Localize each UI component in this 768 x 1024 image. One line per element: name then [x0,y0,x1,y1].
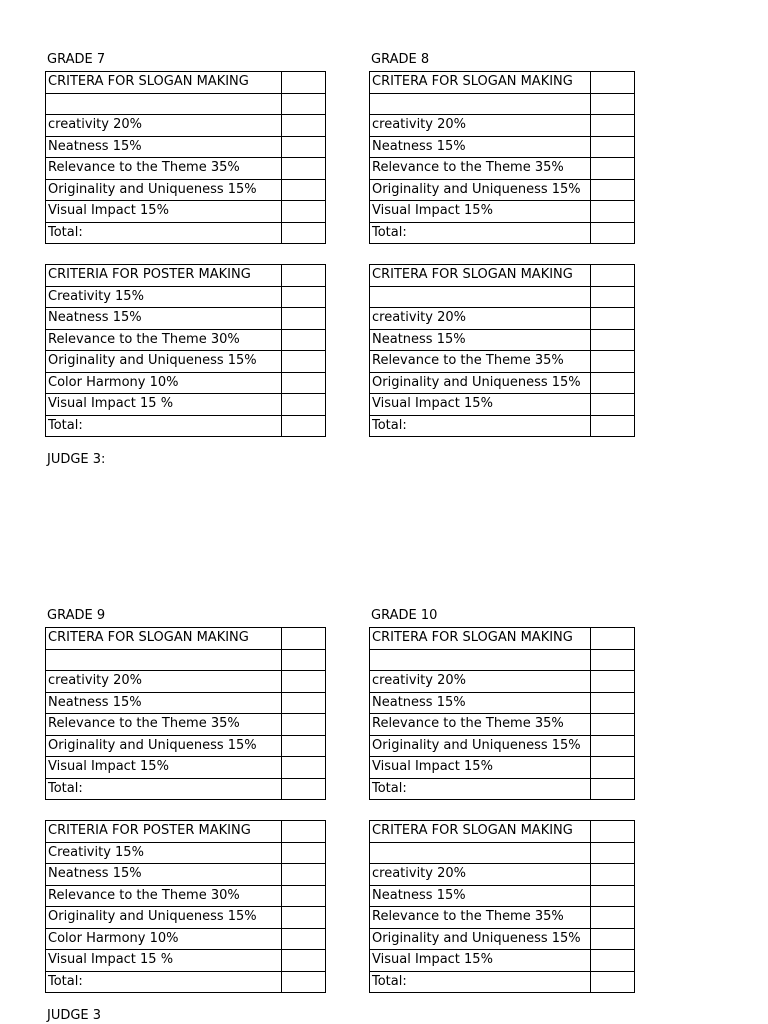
criterion-cell: creativity 20% [370,671,591,693]
criterion-cell: Neatness 15% [46,864,282,886]
score-cell [591,201,635,223]
criterion-cell: Relevance to the Theme 35% [370,907,591,929]
table-row [370,308,635,330]
criterion-cell: Neatness 15% [370,329,591,351]
table-row [46,928,326,950]
grade-10-slogan-criteria-table [369,627,635,800]
table-row [46,72,326,94]
criterion-cell: Total: [46,222,282,244]
table-row [370,329,635,351]
table-row [370,372,635,394]
criterion-cell: Neatness 15% [46,692,282,714]
table-row [46,286,326,308]
criterion-cell: Relevance to the Theme 35% [46,714,282,736]
table-row [370,179,635,201]
criterion-cell [370,842,591,864]
table-row [46,821,326,843]
table-row [370,72,635,94]
score-cell [282,671,326,693]
criterion-cell: Neatness 15% [46,136,282,158]
criterion-cell: Visual Impact 15% [370,757,591,779]
table-row [370,222,635,244]
table-row [370,628,635,650]
criterion-cell: Neatness 15% [370,885,591,907]
criterion-cell: Originality and Uniqueness 15% [370,179,591,201]
criterion-cell [370,649,591,671]
criterion-cell: Relevance to the Theme 35% [370,158,591,180]
score-cell [591,778,635,800]
table-row [370,885,635,907]
score-cell [282,885,326,907]
criterion-cell: Color Harmony 10% [46,372,282,394]
table-row [46,714,326,736]
criterion-cell: Originality and Uniqueness 15% [46,351,282,373]
judge-label: JUDGE 3: [47,452,106,467]
table-row [370,351,635,373]
table-row [46,415,326,437]
table-row [370,778,635,800]
table-row [370,907,635,929]
score-cell [591,928,635,950]
table-header-cell: CRITERA FOR SLOGAN MAKING [46,628,282,650]
table-header-cell: CRITERA FOR SLOGAN MAKING [370,628,591,650]
criterion-cell: Originality and Uniqueness 15% [46,179,282,201]
criterion-cell: Relevance to the Theme 30% [46,885,282,907]
score-cell [282,329,326,351]
grade-9-poster-criteria-table [45,820,326,993]
table-row [46,671,326,693]
score-cell [591,329,635,351]
score-cell [282,158,326,180]
table-header-cell: CRITERA FOR SLOGAN MAKING [370,821,591,843]
score-cell [591,265,635,287]
table-row [370,93,635,115]
table-row [370,735,635,757]
criterion-cell [46,93,282,115]
score-cell [282,179,326,201]
table-row [46,885,326,907]
table-row [370,415,635,437]
table-row [370,950,635,972]
criterion-cell [46,649,282,671]
score-cell [282,201,326,223]
criterion-cell: Originality and Uniqueness 15% [46,735,282,757]
grade-7-poster-criteria-table [45,264,326,437]
score-cell [282,757,326,779]
criterion-cell: Originality and Uniqueness 15% [370,928,591,950]
score-cell [282,115,326,137]
criterion-cell: Relevance to the Theme 30% [46,329,282,351]
table-row [46,649,326,671]
score-cell [591,286,635,308]
score-cell [282,265,326,287]
table-row [370,971,635,993]
grade-8-heading: GRADE 8 [371,52,430,67]
table-header-cell: CRITERIA FOR POSTER MAKING [46,821,282,843]
table-row [46,93,326,115]
score-cell [591,950,635,972]
grade-8-slogan-criteria-table [369,71,635,244]
criterion-cell: Visual Impact 15% [370,201,591,223]
table-row [370,714,635,736]
table-row [370,158,635,180]
score-cell [591,415,635,437]
score-cell [591,864,635,886]
score-cell [282,394,326,416]
criterion-cell: Visual Impact 15% [370,394,591,416]
table-row [46,222,326,244]
table-row [46,115,326,137]
criterion-cell: Visual Impact 15% [370,950,591,972]
score-cell [591,971,635,993]
table-row [370,649,635,671]
table-row [46,735,326,757]
score-cell [282,714,326,736]
table-row [46,394,326,416]
score-cell [282,928,326,950]
grade-8-second-slogan-criteria-table [369,264,635,437]
table-row [370,286,635,308]
score-cell [282,136,326,158]
criterion-cell: Color Harmony 10% [46,928,282,950]
score-cell [282,628,326,650]
score-cell [591,351,635,373]
table-row [46,136,326,158]
table-row [370,821,635,843]
table-row [46,757,326,779]
table-row [370,394,635,416]
criterion-cell: Total: [370,222,591,244]
grade-9-heading: GRADE 9 [47,608,106,623]
score-cell [591,394,635,416]
table-row [370,201,635,223]
grade-7-slogan-criteria-table [45,71,326,244]
score-cell [282,692,326,714]
criterion-cell [370,93,591,115]
criterion-cell: Creativity 15% [46,286,282,308]
score-cell [282,72,326,94]
score-cell [282,415,326,437]
score-cell [282,864,326,886]
judge-label: JUDGE 3 [47,1008,102,1023]
score-cell [591,714,635,736]
criterion-cell: Relevance to the Theme 35% [370,351,591,373]
criterion-cell: Visual Impact 15 % [46,394,282,416]
score-cell [591,821,635,843]
table-row [46,158,326,180]
criterion-cell: Total: [46,971,282,993]
score-cell [591,692,635,714]
criterion-cell: Originality and Uniqueness 15% [46,907,282,929]
score-cell [591,179,635,201]
table-row [370,692,635,714]
table-row [46,628,326,650]
criterion-cell: Originality and Uniqueness 15% [370,372,591,394]
grade-7-heading: GRADE 7 [47,52,106,67]
table-header-cell: CRITERA FOR SLOGAN MAKING [46,72,282,94]
table-row [46,351,326,373]
score-cell [282,950,326,972]
criterion-cell: Total: [370,778,591,800]
score-cell [282,907,326,929]
grade-9-slogan-criteria-table [45,627,326,800]
criterion-cell: Relevance to the Theme 35% [370,714,591,736]
criterion-cell [370,286,591,308]
table-row [46,265,326,287]
score-cell [591,649,635,671]
score-cell [282,372,326,394]
criterion-cell: Creativity 15% [46,842,282,864]
table-row [46,864,326,886]
score-cell [282,649,326,671]
score-cell [591,735,635,757]
grade-10-second-slogan-criteria-table [369,820,635,993]
score-cell [591,115,635,137]
table-row [46,201,326,223]
table-row [46,692,326,714]
table-row [46,778,326,800]
table-row [370,864,635,886]
criterion-cell: Total: [46,415,282,437]
criterion-cell: Total: [46,778,282,800]
score-cell [282,93,326,115]
score-cell [591,757,635,779]
score-cell [591,885,635,907]
score-cell [282,351,326,373]
score-cell [591,93,635,115]
table-row [46,907,326,929]
table-row [46,842,326,864]
table-row [46,971,326,993]
criterion-cell: creativity 20% [370,308,591,330]
criterion-cell: Visual Impact 15% [46,757,282,779]
score-cell [591,628,635,650]
table-header-cell: CRITERA FOR SLOGAN MAKING [370,72,591,94]
criterion-cell: Visual Impact 15 % [46,950,282,972]
score-cell [282,821,326,843]
score-cell [591,907,635,929]
grade-10-heading: GRADE 10 [371,608,438,623]
criterion-cell: Total: [370,971,591,993]
score-cell [591,842,635,864]
score-cell [591,308,635,330]
criterion-cell: creativity 20% [370,115,591,137]
table-row [370,842,635,864]
score-cell [591,372,635,394]
criterion-cell: Neatness 15% [370,692,591,714]
table-row [370,115,635,137]
criterion-cell: Originality and Uniqueness 15% [370,735,591,757]
score-cell [282,842,326,864]
table-header-cell: CRITERA FOR SLOGAN MAKING [370,265,591,287]
score-cell [282,971,326,993]
criterion-cell: creativity 20% [46,115,282,137]
score-cell [591,222,635,244]
score-cell [282,222,326,244]
table-row [46,372,326,394]
score-cell [591,72,635,94]
criterion-cell: Visual Impact 15% [46,201,282,223]
score-cell [282,735,326,757]
table-row [370,928,635,950]
score-cell [591,136,635,158]
score-cell [282,308,326,330]
table-row [46,179,326,201]
criterion-cell: creativity 20% [46,671,282,693]
score-cell [282,286,326,308]
criterion-cell: Neatness 15% [370,136,591,158]
score-cell [591,158,635,180]
table-row [370,265,635,287]
score-cell [591,671,635,693]
criterion-cell: Relevance to the Theme 35% [46,158,282,180]
table-row [370,136,635,158]
table-header-cell: CRITERIA FOR POSTER MAKING [46,265,282,287]
score-cell [282,778,326,800]
table-row [46,329,326,351]
criterion-cell: Total: [370,415,591,437]
criterion-cell: creativity 20% [370,864,591,886]
table-row [46,308,326,330]
table-row [370,757,635,779]
table-row [46,950,326,972]
table-row [370,671,635,693]
criterion-cell: Neatness 15% [46,308,282,330]
